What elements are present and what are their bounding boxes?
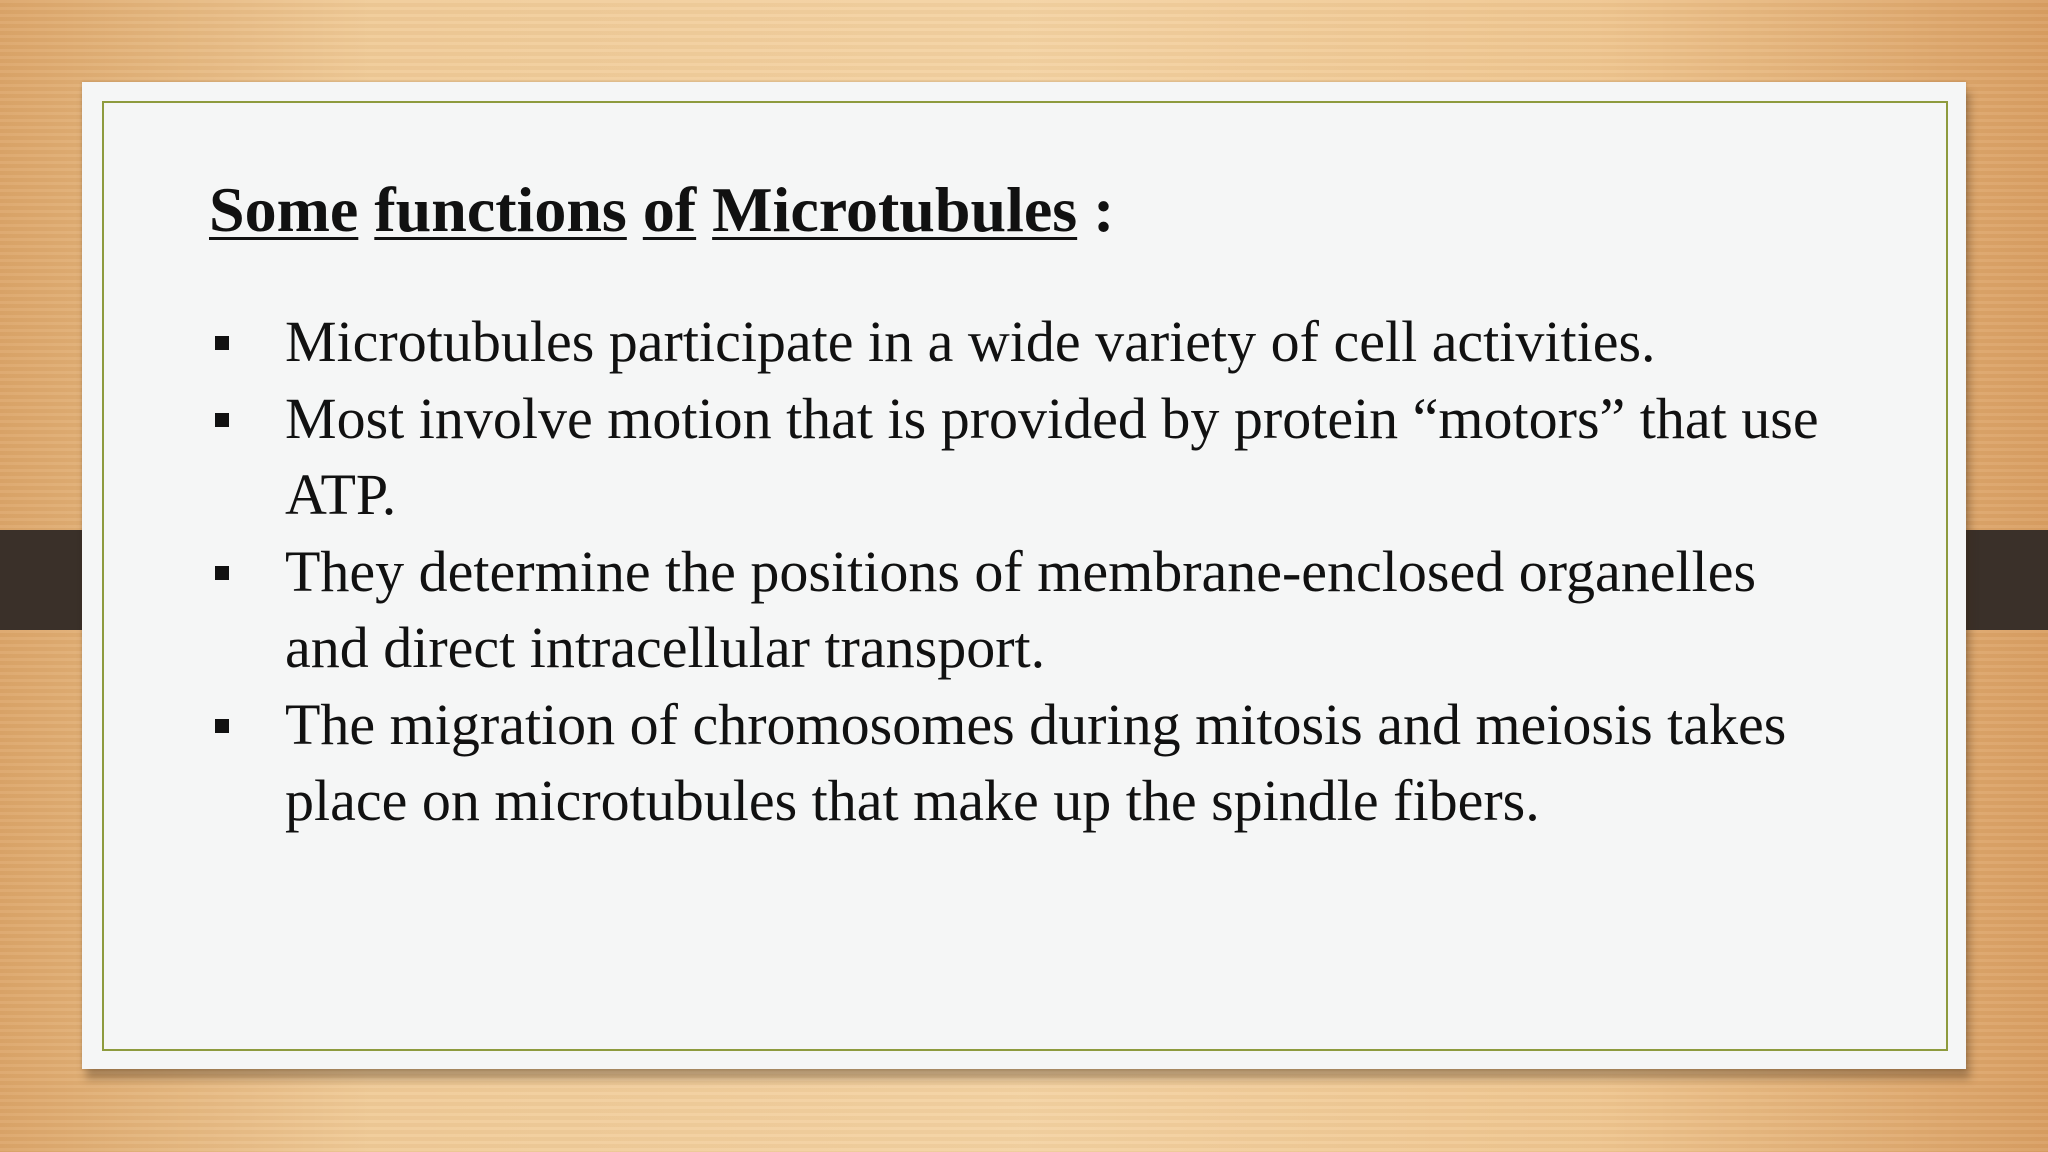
bullet-item — [209, 687, 1849, 840]
square-bullet-icon — [215, 566, 229, 580]
slide-card — [82, 82, 1966, 1069]
bullet-item — [209, 304, 1849, 381]
bullet-item — [209, 381, 1849, 534]
title-word-microtubules: Microtubules — [712, 174, 1078, 245]
slide-title — [209, 172, 1114, 249]
square-bullet-icon — [215, 719, 229, 733]
bullet-text: The migration of chromosomes during mitosis and meiosis takes place on microtubules that make up the spindle fibers. — [285, 691, 1787, 833]
title-word-some: Some — [209, 174, 359, 245]
title-word-of: of — [642, 174, 697, 245]
square-bullet-icon — [215, 413, 229, 427]
bullet-list — [209, 304, 1849, 840]
title-word-functions: functions — [374, 174, 627, 245]
bullet-text: They determine the positions of membrane-enclosed organelles and direct intracellular transport. — [285, 538, 1757, 680]
bullet-text: Most involve motion that is provided by protein “motors” that use ATP. — [285, 385, 1819, 527]
title-colon: : — [1093, 174, 1115, 245]
bullet-item — [209, 534, 1849, 687]
square-bullet-icon — [215, 336, 229, 350]
bullet-text: Microtubules participate in a wide variety of cell activities. — [285, 309, 1656, 374]
